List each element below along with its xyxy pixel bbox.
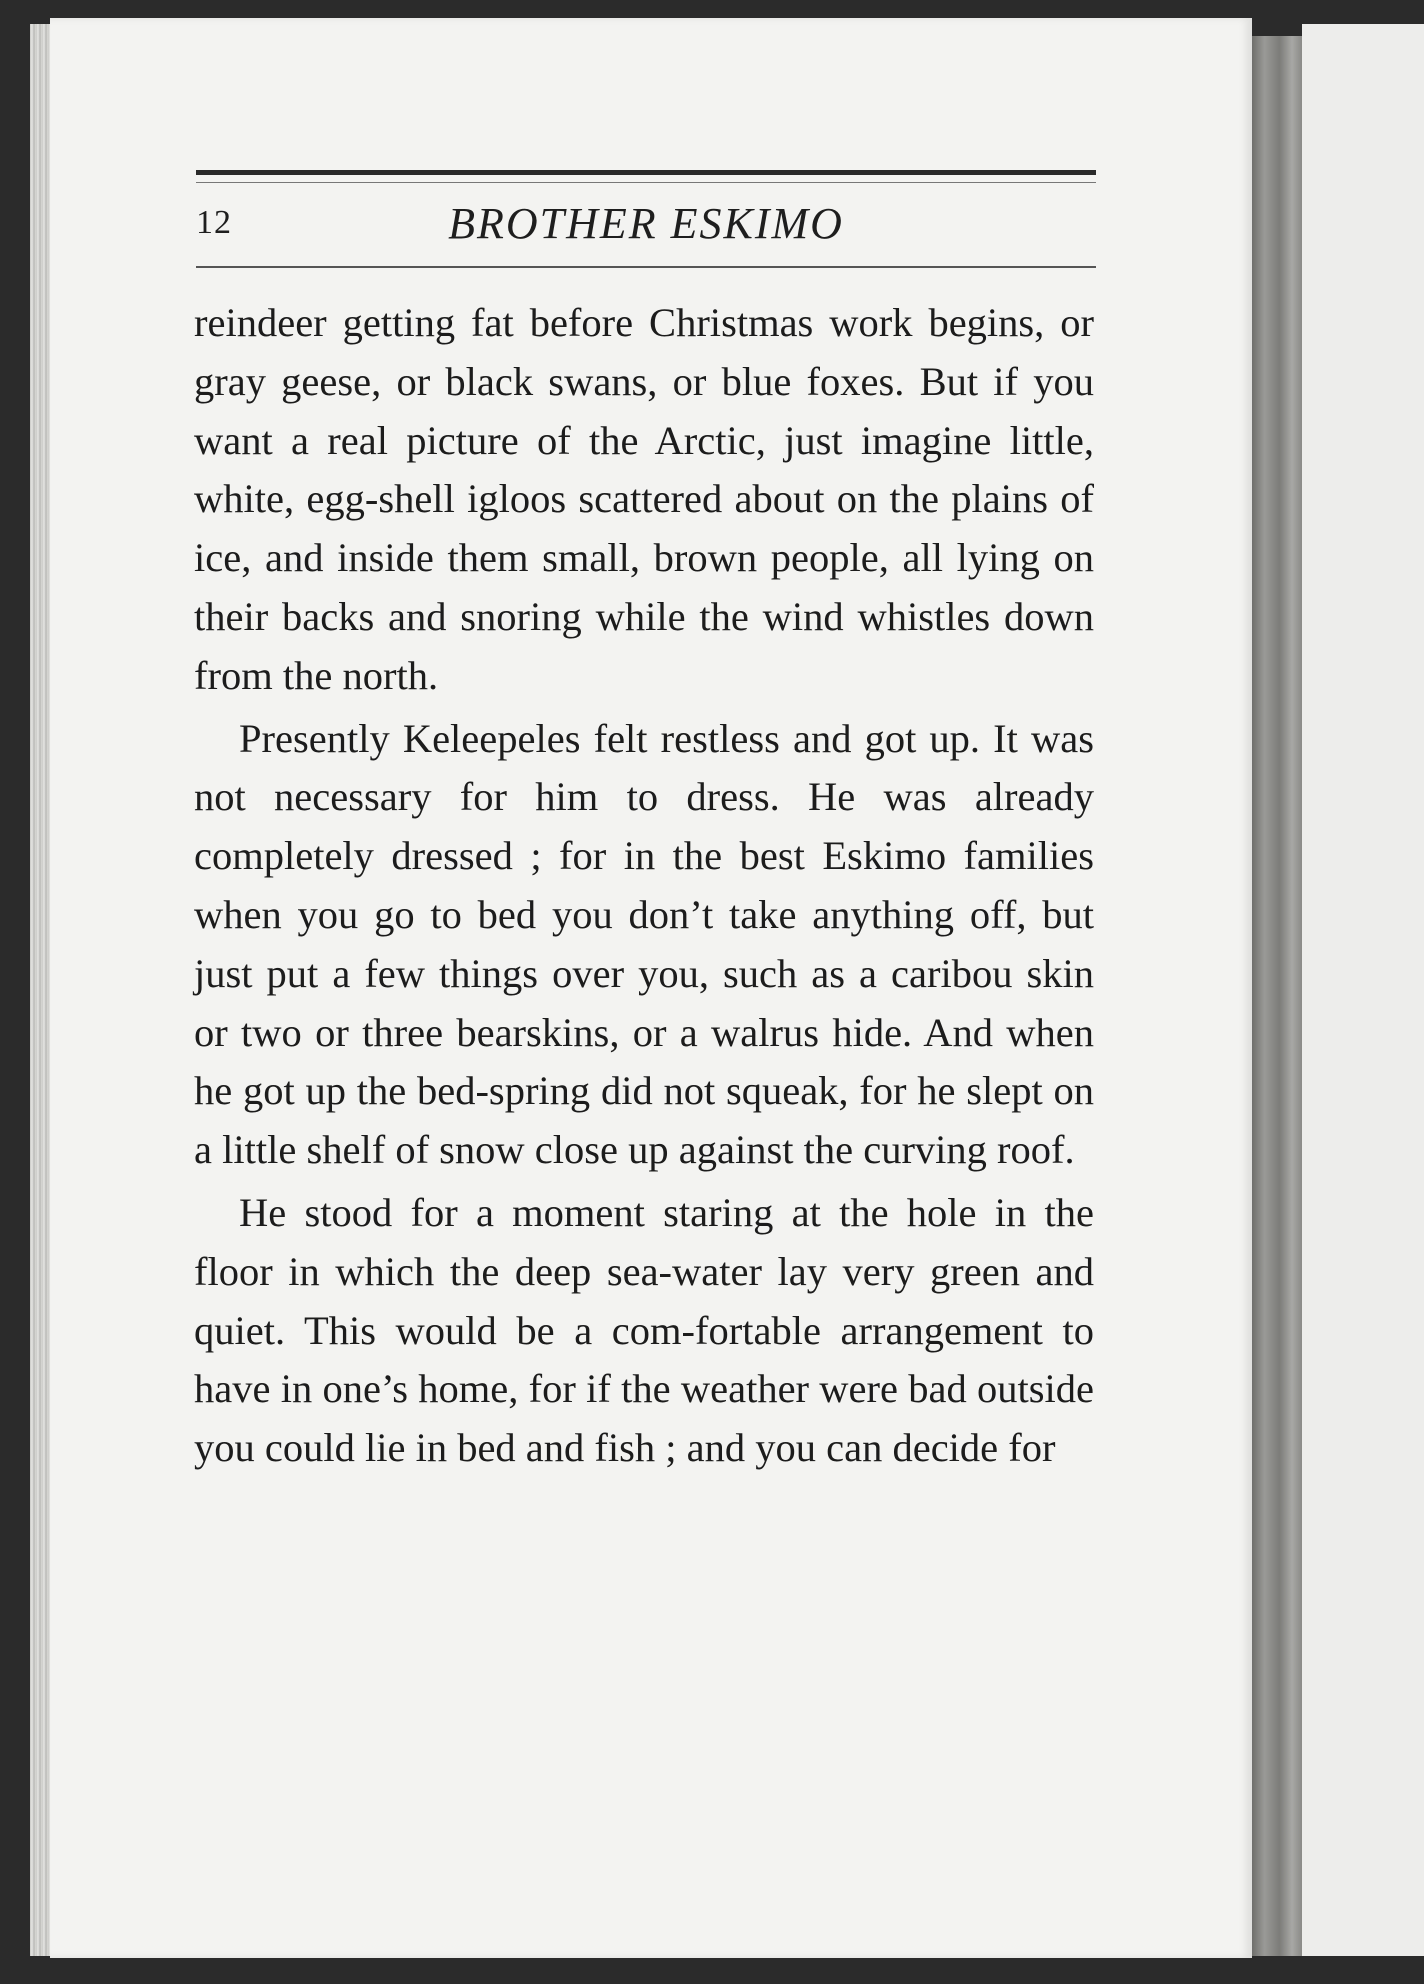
paragraph: He stood for a moment staring at the hole in the floor in which the deep sea-water lay very green and quiet. This would be a com-fortable arrangement to have in one’s home, for if the weather were bad outside you could lie in bed and fish ; and you can decide for [194, 1189, 1094, 1471]
paragraph: Presently Keleepeles felt restless and got up. It was not necessary for him to dress. He was already completely dressed ; for in the best Eskimo families when you go to bed you don’t take anything off, but just put a few things over you, such as a caribou skin or two or three bearskins, or a walrus hide. And when he got up the bed-spring did not squeak, for he slept on a little shelf of snow close up against the curving roof. [194, 715, 1094, 1173]
header-rule-thin [196, 182, 1096, 183]
header-rule-thick [196, 170, 1096, 175]
facing-page-edge [1302, 24, 1424, 1956]
header-rule-bottom [196, 266, 1096, 268]
page-number: 12 [196, 204, 232, 241]
page-header [196, 168, 1096, 272]
paragraph-continued: reindeer getting fat before Christmas work begins, or gray geese, or black swans, or blue foxes. But if you want a real picture of the Arctic, just imagine little, white, egg-shell igloos scattered about on the plains of ice, and inside them small, brown people, all lying on their backs and snoring while the wind whistles down from the north. [194, 300, 1094, 698]
running-title: BROTHER ESKIMO [448, 199, 844, 248]
book-gutter-shadow [1252, 36, 1302, 1956]
body-text [194, 294, 1094, 1482]
